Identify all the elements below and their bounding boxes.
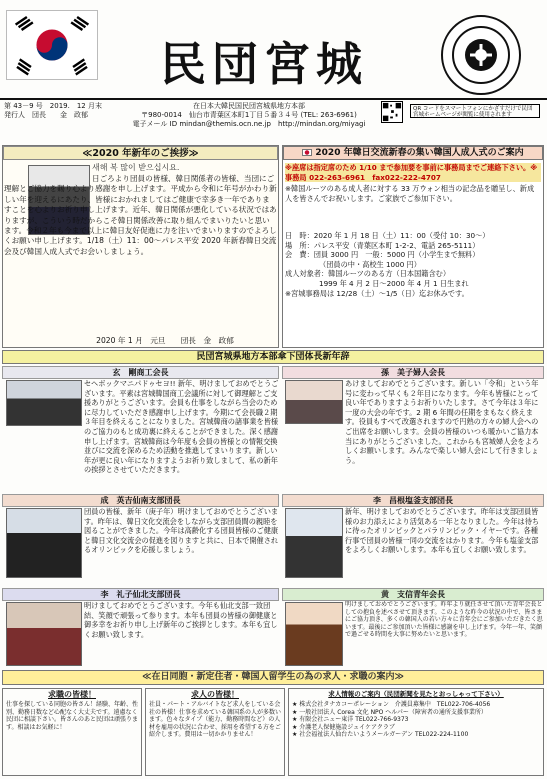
- leader-photo-1: [6, 380, 82, 426]
- leader-photo-3: [6, 508, 82, 578]
- job-listing-item: ★ 介護老人保健施設ジェイケアクラブ: [292, 723, 395, 731]
- leader-body-4: 新年、明けましておめでとうございます。昨年は支部団員皆様のお力添えにより活気ある一年となりました。今年は待ちに待ったオリンピックとパラリンピック・イヤーです。各種行事で団員の皆様一同の交流をはかります。今年も塩釜支部をよろしくお願いします。本年も宜しくお願い致します。: [345, 507, 540, 555]
- header-divider: [0, 98, 547, 100]
- leader-name-5: 李 礼子仙北支部団長: [2, 588, 279, 601]
- greeting-korean: 새해 복 많이 받으십시요.: [92, 163, 180, 172]
- org-name: 在日本大韓民国民団宮城県地方本部: [193, 102, 305, 110]
- leader-body-3: 団員の皆様、新年（庚子年）明けましておめでとうございます。昨年は、韓日文化交流会をしながら支部団員間の親睦を図ることができました。今年は高齢化する団員皆様のご健康と韓日文化交流会の促進を図りますと共に、日本で開催されるオリンピックを応援しましょう。: [84, 507, 279, 555]
- publisher: 発行人 団長 金 政郁: [4, 111, 88, 119]
- leader-name-3: 成 英吉仙南支部団長: [2, 494, 279, 507]
- org-info: [118, 102, 380, 129]
- korean-flag-icon: [6, 10, 98, 80]
- event-body: ※韓国ルーツのある成人者に対する 33 万ウォン相当の記念品を贈呈し、新成人を皆さんでお祝いします。ご家族でご参加下さい。: [285, 184, 535, 203]
- mindan-emblem-icon: [440, 14, 522, 96]
- job-listings-box: [288, 688, 544, 776]
- event-fee: 会 費：団員 3000 円 一般：5000 円（小学生まで無料）: [285, 250, 480, 260]
- job-listings-title: 求人情報のご案内（民団新聞を見たとおっしゃって下さい）: [328, 690, 504, 698]
- greeting-body: 日ごろより団員の皆様、韓日関係者の皆様、当団にご理解とご協力を賜り心より感謝を申し上げます。平成から令和に年号がかわり新しい年を迎えるにあたり、皆様におかれましてはご健康で幸多き一年でありますことを心よりお祈り申し上げます。近年、韓日関係が悪化している状況ではありますが、こういう時だからこそ韓日関係改善に取り組んでまいりたいと思います。令和２年も今まで以上に韓日友好促進に力を注いでまいりますのでよろしくお願い申し上げます。1/18（土）11：00～パレス平安 2020 年新春韓日交流会及び韓国人成人式でお会いしましょう。: [4, 174, 277, 256]
- qr-note: QR コードをスマートフォンにかざすだけで民団宮城ホームページが閲覧に使用されます: [410, 104, 540, 118]
- greeting-signature: 2020 年 1 月 元旦 団長 金 政郁: [96, 336, 234, 345]
- employers-body: 社員・パート・アルバイトなど求人をしている会社の皆様！仕事を求めている韓国系の人が多数います。色々なタイプ（能力、勤務時間など）の人材を雇用の状況に合わせ、採用を希望する方をご紹介します。費用は一切かかりません！: [149, 701, 282, 739]
- jobs-heading: ≪在日同胞・新定住者・韓国人留学生の為の求人・求職の案内≫: [2, 670, 544, 685]
- leader-name-2: 孫 美子婦人会長: [282, 366, 544, 379]
- leaders-heading: 民団宮城県地方本部傘下団体長新年辞: [2, 350, 544, 364]
- leader-body-2: あけましておめでとうございます。新しい「令和」という年号に変わって早くも２年目になります。今年も皆様にとって良い年でありますようお祈りいたします。さて今年は３年に一度の大会の年です。2 期 6 年間の任期をまもなく終えます。役員もすべて改選されますので円熟の方々の婦人会へのご出席をお願いします。会員の皆様のいつも暖かいご協力本当にありがとうございました。これからも宮城婦人会をよろしくお願いします。みんなで楽しい婦人会にして行きましょう。: [345, 379, 540, 465]
- leader-name-6: 黄 支信青年会長: [282, 588, 544, 601]
- employers-title: 求人の皆様！: [191, 690, 239, 699]
- job-listing-item: ★ 社会福祉法人仙台たいようメールガーデン TEL022-224-1100: [292, 731, 469, 739]
- job-seekers-body: 仕事を探している同胞の皆さん！経験、年齢、性別、勤務日数など心配なく大丈夫です。遠慮なく民団に相談下さい。皆さんのあと民団は頑張ります。相談はお気軽に！: [6, 701, 139, 731]
- leader-photo-6: [285, 602, 343, 666]
- event-details: [285, 231, 541, 298]
- issue-info: [4, 102, 124, 120]
- event-date: 日 時：2020 年 1 月 18 日（土）11：00（受付 10：30～）: [285, 231, 490, 240]
- issue-number: 第 43－9 号 2019. 12 月末: [4, 102, 102, 110]
- org-email: 電子メール ID mindan@themis.ocn.ne.jp http://mindan.org/miyagi: [132, 120, 366, 128]
- job-listing-item: ★ 有限会社ニュー東洋 TEL022-766-9373: [292, 716, 409, 724]
- event-fee-students: （団員の中・高校生 1000 円）: [319, 259, 421, 269]
- leader-body-6: 明けましておめでとうございます。昨年より就任させて頂いた青年会長としての抱負を述べさせて頂きます。このような昨今の状況の中で、皆さまにご協力頂き、多くの韓国人の若い方々に青年会にご参加いただきたく思います。最後にご参加頂いた皆様に感謝を申し上げます。今年一年、笑顔で過ごせる時間を大事に努めたいと思います。: [345, 601, 543, 639]
- job-seekers-title: 求職の皆様！: [48, 690, 96, 699]
- small-flag-icon: [302, 149, 312, 156]
- employers-box: [145, 688, 285, 776]
- leader-name-1: 玄 剛商工会長: [2, 366, 279, 379]
- event-target-range: 1999 年 4 月 2 日～2000 年 4 月 1 日生まれ: [319, 278, 469, 288]
- greeting-heading: ≪2020 年新年のご挨拶≫: [3, 146, 278, 160]
- leader-photo-2: [285, 380, 343, 424]
- job-listings: [289, 700, 543, 740]
- leader-name-4: 李 昌根塩釜支部団長: [282, 494, 544, 507]
- leader-photo-4: [285, 508, 343, 578]
- event-notice: ※座席は指定席のため 1/10 まで参加要を事前に事務局までご連絡下さい。※事務局 022-263-6961 fax022-222-4707: [285, 163, 541, 182]
- leader-body-1: セヘボックマニパドゥセヨ!! 新年、明けましておめでとうございます。平素は宮城韓国商工会議所に対して御理解とご支援ありがとうございます。会員も仕事をしながら当会のために尽力していただき感謝申し上げます。今期にて会長職２期３年目を終えることになりました。宮城韓商の諸事業を皆様のご協力のもと成功裏に終えることができました。深く感謝申し上げます。宮城韓商は今年度も会員の皆様との情報交換並びに交流を深めるため活動を推進してまいります。新しい年が更に良い年になりますようお祈り致しまして、私の新年の挨拶とさせていただきます。: [84, 379, 279, 475]
- office-closed-note: ※宮城事務局は 12/28（土）～1/5（日）迄お休みです。: [285, 288, 469, 298]
- org-address: 〒980-0014 仙台市青葉区本町1丁目５番３４号 (TEL: 263-6961): [141, 111, 357, 119]
- event-place: 場 所：パレス平安（青葉区本町 1-2-2、電話 265-5111）: [285, 240, 480, 250]
- job-seekers-box: [2, 688, 142, 776]
- leader-photo-5: [6, 602, 82, 666]
- leader-body-5: 明けましておめでとうございます。今年も仙北支部一致団結、笑顔で頑張って参ります。本年も団員の皆様の御健康と御多幸をお祈り申し上げ新年のご挨拶とします。本年も宜しくお願い致します。: [84, 601, 278, 639]
- qr-code-icon: [381, 101, 403, 123]
- job-listing-item: ★ 株式会社タナカコーポレーション 介護員募集中 TEL022-706-4056: [292, 701, 491, 708]
- event-heading: 2020 年韓日交流新春の集い韓国人成人式のご案内: [283, 146, 543, 160]
- event-target: 成人対象者：韓国ルーツのある方（日本国籍含む）: [285, 269, 451, 279]
- newsletter-title: 民団宮城: [160, 37, 368, 91]
- job-listing-item: ★ 一般社団法人 Corea 文化 NPO ヘルパー（障害者の通所支援事業所）: [292, 708, 487, 716]
